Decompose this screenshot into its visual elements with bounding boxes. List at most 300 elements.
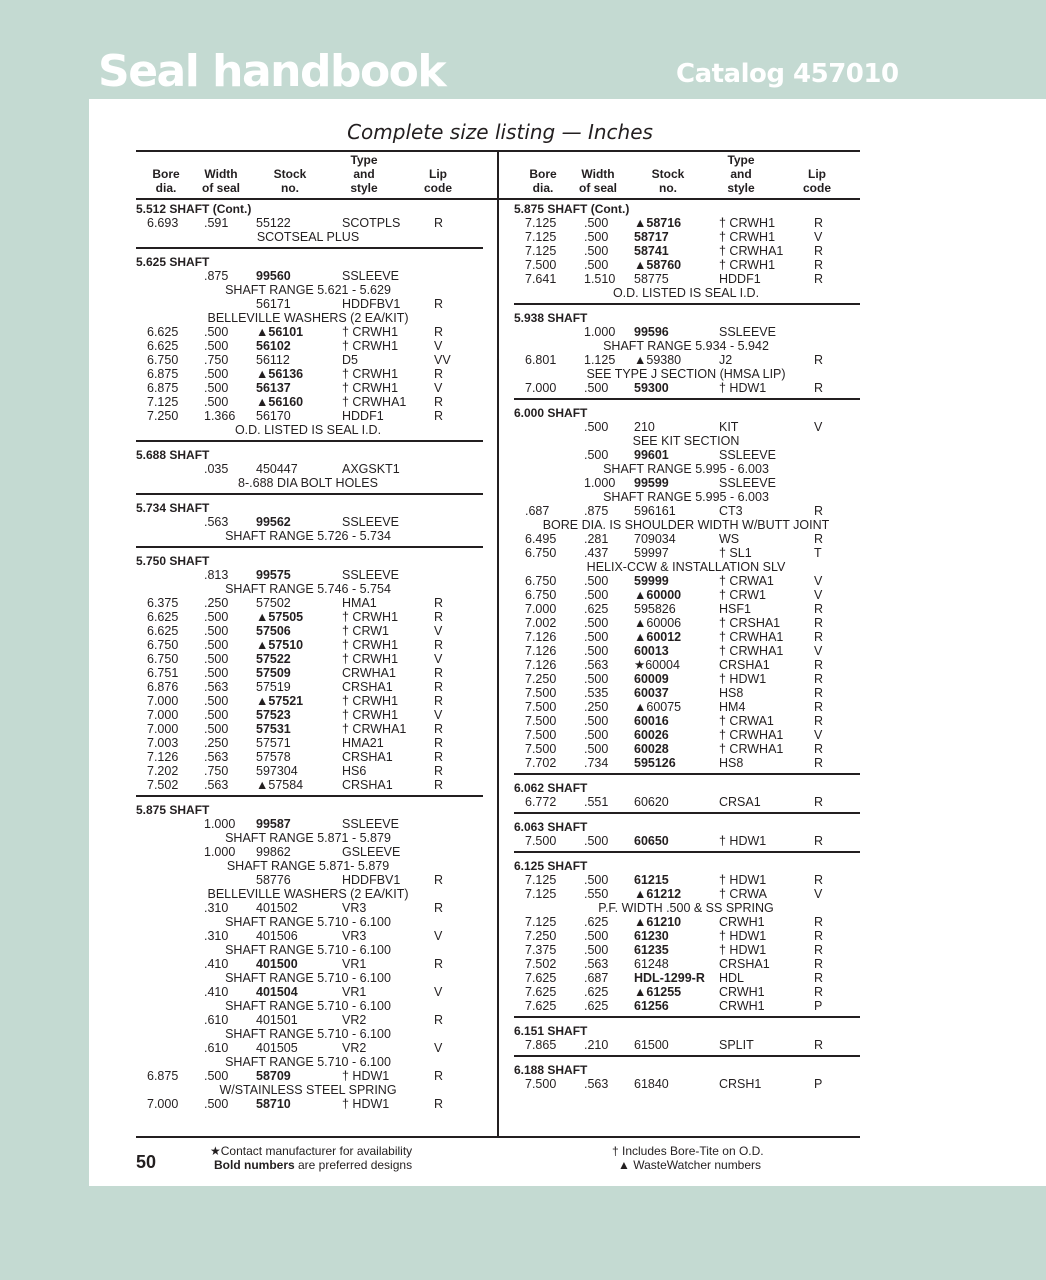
type-style-cell: CRWHA1 [342, 666, 396, 680]
row-note: 8-.688 DIA BOLT HOLES [238, 476, 378, 490]
stock-number-cell: 56171 [256, 297, 291, 311]
stock-number-cell: 56137 [256, 381, 291, 395]
type-style-cell: CRSHA1 [342, 750, 393, 764]
lip-code-cell: P [814, 1077, 823, 1091]
bore-cell: 7.125 [525, 915, 557, 929]
stock-number-cell: HDL-1299-R [634, 971, 705, 985]
lip-code-cell: R [434, 778, 444, 792]
section-title: 6.062 SHAFT [514, 781, 588, 795]
stock-number-cell: 60620 [634, 795, 669, 809]
header-type-line2: and [730, 167, 752, 181]
lip-code-cell: V [434, 624, 443, 638]
bore-cell: 7.125 [525, 244, 557, 258]
section-title: 6.151 SHAFT [514, 1024, 588, 1038]
header-width-line2: of seal [201, 181, 240, 195]
lip-code-cell: R [434, 764, 444, 778]
section-title: 5.875 SHAFT (Cont.) [514, 202, 630, 216]
lip-code-cell: R [814, 700, 824, 714]
bore-cell: 6.750 [147, 353, 179, 367]
bore-cell: 7.625 [525, 985, 557, 999]
type-style-cell: HMA1 [342, 596, 377, 610]
stock-number-cell: 58709 [256, 1069, 291, 1083]
header-width-line2: of seal [578, 181, 617, 195]
section-divider [136, 795, 483, 797]
type-style-cell: † CRWHA1 [719, 728, 784, 742]
catalog-number: Catalog 457010 [676, 59, 899, 89]
type-style-cell: † CRWH1 [342, 694, 399, 708]
stock-number-cell: 401500 [256, 957, 298, 971]
width-cell: .500 [584, 672, 609, 686]
type-style-cell: CRWH1 [719, 915, 765, 929]
type-style-cell: CRSHA1 [342, 680, 393, 694]
type-style-cell: † CRWH1 [719, 258, 776, 272]
stock-number-cell: 60037 [634, 686, 669, 700]
bore-cell: 7.125 [147, 395, 179, 409]
table-row [136, 297, 483, 311]
table-row [136, 957, 483, 971]
width-cell: .500 [204, 708, 229, 722]
lip-code-cell: R [434, 297, 444, 311]
stock-number-cell: 58717 [634, 230, 669, 244]
lip-code-cell: V [814, 728, 823, 742]
row-note: P.F. WIDTH .500 & SS SPRING [598, 901, 774, 915]
bore-cell: 7.500 [525, 714, 557, 728]
stock-number-cell: 99587 [256, 817, 291, 831]
header-width-line1: Width [581, 167, 615, 181]
lip-code-cell: R [814, 616, 824, 630]
table-row [514, 700, 860, 714]
type-style-cell: CRWH1 [719, 999, 765, 1013]
width-cell: .625 [584, 915, 609, 929]
row-note: O.D. LISTED IS SEAL I.D. [234, 423, 382, 437]
width-cell: .535 [584, 686, 609, 700]
lip-code-cell: R [814, 971, 824, 985]
type-style-cell: SSLEEVE [719, 476, 776, 490]
stock-number-cell: 99601 [634, 448, 669, 462]
table-row [136, 353, 483, 367]
width-cell: .500 [204, 666, 229, 680]
bold-numbers-note [214, 1158, 412, 1172]
type-style-cell: † CRWA1 [719, 574, 774, 588]
bore-cell: 7.000 [147, 1097, 179, 1111]
row-note: SHAFT RANGE 5.621 - 5.629 [225, 283, 391, 297]
row-note: SHAFT RANGE 5.710 - 6.100 [225, 943, 391, 957]
bore-cell: 7.250 [147, 409, 179, 423]
type-style-cell: VR3 [342, 929, 367, 943]
lip-code-cell: R [814, 532, 824, 546]
header-lip-line2: code [802, 181, 831, 195]
row-note: SCOTSEAL PLUS [256, 230, 360, 244]
lip-code-cell: R [434, 216, 444, 230]
type-style-cell: HS6 [342, 764, 367, 778]
bore-cell: 7.126 [147, 750, 179, 764]
type-style-cell: † HDW1 [719, 834, 767, 848]
bore-cell: 7.125 [525, 230, 557, 244]
section-divider [514, 303, 860, 305]
stock-number-cell: 61230 [634, 929, 669, 943]
stock-number-cell: 55122 [256, 216, 291, 230]
stock-number-cell: ▲59380 [634, 353, 682, 367]
type-style-cell: † CRWH1 [342, 708, 399, 722]
table-row [514, 325, 860, 339]
stock-number-cell: 58775 [634, 272, 669, 286]
header-type-line3: style [727, 181, 755, 195]
width-cell: .687 [584, 971, 609, 985]
lip-code-cell: R [814, 756, 824, 770]
lip-code-cell: R [814, 630, 824, 644]
width-cell: .500 [584, 728, 609, 742]
shaft-section [514, 398, 860, 770]
table-row [514, 728, 860, 742]
stock-number-cell: 595126 [634, 756, 676, 770]
width-cell: .500 [584, 630, 609, 644]
row-note: SHAFT RANGE 5.871- 5.879 [226, 859, 390, 873]
lip-code-cell: R [434, 367, 444, 381]
header-type [334, 153, 394, 195]
header-bore-line2: dia. [532, 181, 554, 195]
type-style-cell: CRSHA1 [719, 957, 770, 971]
type-style-cell: VR1 [342, 957, 367, 971]
type-style-cell: † HDW1 [719, 943, 767, 957]
header-bore-line1: Bore [152, 167, 180, 181]
width-cell: .563 [584, 957, 609, 971]
table-row [136, 652, 483, 666]
type-style-cell: CRWH1 [719, 985, 765, 999]
row-note: BELLEVILLE WASHERS (2 EA/KIT) [207, 887, 409, 901]
table-row [136, 367, 483, 381]
table-row [514, 381, 860, 395]
section-divider [514, 851, 860, 853]
bore-cell: .687 [525, 504, 550, 518]
table-row [514, 420, 860, 434]
table-row [514, 658, 860, 672]
header-bore-line1: Bore [529, 167, 557, 181]
stock-number-cell: 99596 [634, 325, 669, 339]
width-cell: .500 [204, 694, 229, 708]
lip-code-cell: V [434, 1041, 443, 1055]
stock-number-cell: 57502 [256, 596, 291, 610]
bore-cell: 7.865 [525, 1038, 557, 1052]
bore-cell: 7.000 [147, 708, 179, 722]
table-row [514, 244, 860, 258]
lip-code-cell: R [814, 258, 824, 272]
stock-number-cell: 401504 [256, 985, 298, 999]
bore-cell: 7.126 [525, 630, 557, 644]
type-style-cell: † CRWA [719, 887, 767, 901]
width-cell: 1.000 [204, 845, 236, 859]
lip-code-cell: R [814, 216, 824, 230]
type-style-cell: CRSA1 [719, 795, 761, 809]
shaft-section [514, 1055, 860, 1091]
table-row [514, 672, 860, 686]
type-style-cell: SSLEEVE [342, 515, 399, 529]
stock-number-cell: 596161 [634, 504, 676, 518]
bore-cell: 7.000 [147, 694, 179, 708]
type-style-cell: VR3 [342, 901, 367, 915]
stock-number-cell: ▲57510 [256, 638, 304, 652]
table-row [514, 272, 860, 286]
stock-number-cell: 401505 [256, 1041, 298, 1055]
width-cell: .563 [584, 1077, 609, 1091]
wastewatcher-note: ▲ WasteWatcher numbers [618, 1158, 762, 1172]
bore-cell: 7.641 [525, 272, 557, 286]
width-cell: .750 [204, 353, 229, 367]
type-style-cell: D5 [342, 353, 358, 367]
shaft-section [514, 1016, 860, 1052]
row-note: BORE DIA. IS SHOULDER WIDTH W/BUTT JOINT [542, 518, 830, 532]
stock-number-cell: 60028 [634, 742, 669, 756]
lip-code-cell: R [434, 957, 444, 971]
width-cell: .563 [204, 680, 229, 694]
table-row [514, 1077, 860, 1091]
table-row [136, 269, 483, 283]
bore-cell: 7.500 [525, 1077, 557, 1091]
lip-code-cell: R [814, 353, 824, 367]
table-row [136, 817, 483, 831]
stock-number-cell: 58741 [634, 244, 669, 258]
type-style-cell: † CRWHA1 [719, 630, 784, 644]
table-row [136, 985, 483, 999]
lip-code-cell: R [814, 742, 824, 756]
stock-number-cell: ▲57505 [256, 610, 304, 624]
section-divider [514, 1055, 860, 1057]
lip-code-cell: T [814, 546, 822, 560]
header-bore [136, 167, 196, 195]
type-style-cell: HS8 [719, 756, 744, 770]
row-note: SHAFT RANGE 5.995 - 6.003 [603, 490, 769, 504]
type-style-cell: CRSH1 [719, 1077, 762, 1091]
row-note: HELIX-CCW & INSTALLATION SLV [586, 560, 786, 574]
width-cell: .500 [204, 339, 229, 353]
bore-cell: 6.801 [525, 353, 557, 367]
width-cell: .500 [584, 714, 609, 728]
table-row [514, 1038, 860, 1052]
table-row [514, 795, 860, 809]
stock-number-cell: 57519 [256, 680, 291, 694]
table-row [514, 985, 860, 999]
shaft-section [514, 812, 860, 848]
table-row [136, 462, 483, 476]
handbook-title: Seal handbook [98, 46, 446, 97]
table-row [136, 1013, 483, 1027]
width-cell: .310 [204, 901, 229, 915]
lip-code-cell: R [814, 714, 824, 728]
lip-code-cell: R [434, 610, 444, 624]
stock-number-cell: 61840 [634, 1077, 669, 1091]
width-cell: .500 [204, 1069, 229, 1083]
table-row [136, 708, 483, 722]
stock-number-cell: 59999 [634, 574, 669, 588]
type-style-cell: † HDW1 [719, 672, 767, 686]
header-type [711, 153, 771, 195]
lip-code-cell: R [814, 1038, 824, 1052]
lip-code-cell: R [814, 929, 824, 943]
section-title: 5.875 SHAFT [136, 803, 210, 817]
lip-code-cell: R [814, 244, 824, 258]
type-style-cell: HMA21 [342, 736, 384, 750]
stock-number-cell: ▲56160 [256, 395, 304, 409]
bore-cell: 7.625 [525, 999, 557, 1013]
lip-code-cell: V [814, 574, 823, 588]
stock-number-cell: 60026 [634, 728, 669, 742]
bore-cell: 7.250 [525, 929, 557, 943]
bore-cell: 6.625 [147, 624, 179, 638]
width-cell: .625 [584, 985, 609, 999]
section-title: 5.688 SHAFT [136, 448, 210, 462]
lip-code-cell: R [814, 943, 824, 957]
right-column-headers [514, 153, 860, 197]
bore-cell: 7.500 [525, 686, 557, 700]
shaft-section [136, 546, 483, 792]
table-row [136, 339, 483, 353]
bore-cell: 6.625 [147, 610, 179, 624]
bore-cell: 7.125 [525, 887, 557, 901]
type-style-cell: † CRWHA1 [719, 742, 784, 756]
header-bore [513, 167, 573, 195]
section-divider [514, 398, 860, 400]
contact-note: ★Contact manufacturer for availability [210, 1144, 413, 1158]
table-row [136, 1097, 483, 1111]
row-note: SHAFT RANGE 5.871 - 5.879 [225, 831, 391, 845]
width-cell: .210 [584, 1038, 609, 1052]
type-style-cell: † HDW1 [719, 381, 767, 395]
width-cell: 1.000 [204, 817, 236, 831]
bore-cell: 7.375 [525, 943, 557, 957]
bore-cell: 6.751 [147, 666, 179, 680]
type-style-cell: † CRWA1 [719, 714, 774, 728]
stock-number-cell: 58710 [256, 1097, 291, 1111]
left-column-headers [136, 153, 483, 197]
bore-cell: 7.502 [147, 778, 179, 792]
bore-cell: 6.693 [147, 216, 179, 230]
type-style-cell: CRSHA1 [342, 778, 393, 792]
bore-cell: 7.000 [147, 722, 179, 736]
table-row [514, 588, 860, 602]
lip-code-cell: R [434, 736, 444, 750]
type-style-cell: † CRWHA1 [719, 244, 784, 258]
shaft-section [514, 851, 860, 1013]
header-type-line2: and [353, 167, 375, 181]
section-divider [514, 773, 860, 775]
row-note: SEE KIT SECTION [632, 434, 740, 448]
stock-number-cell: 61248 [634, 957, 669, 971]
width-cell: .563 [204, 750, 229, 764]
lip-code-cell: V [434, 381, 443, 395]
type-style-cell: HDDFBV1 [342, 297, 401, 311]
stock-number-cell: 401506 [256, 929, 298, 943]
type-style-cell: HDDF1 [342, 409, 384, 423]
type-style-cell: WS [719, 532, 740, 546]
table-row [514, 532, 860, 546]
header-width-line1: Width [204, 167, 238, 181]
width-cell: .500 [584, 244, 609, 258]
bore-cell: 7.126 [525, 644, 557, 658]
bore-cell: 7.625 [525, 971, 557, 985]
table-row [136, 381, 483, 395]
table-row [514, 834, 860, 848]
lip-code-cell: V [814, 230, 823, 244]
width-cell: .500 [204, 325, 229, 339]
lip-code-cell: R [814, 381, 824, 395]
type-style-cell: GSLEEVE [342, 845, 401, 859]
width-cell: .500 [584, 381, 609, 395]
section-title: 5.625 SHAFT [136, 255, 210, 269]
width-cell: .250 [204, 596, 229, 610]
stock-number-cell: 597304 [256, 764, 298, 778]
lip-code-cell: V [434, 929, 443, 943]
table-row [136, 325, 483, 339]
type-style-cell: HM4 [719, 700, 746, 714]
header-lip-line2: code [423, 181, 452, 195]
row-note: O.D. LISTED IS SEAL I.D. [612, 286, 760, 300]
lip-code-cell: R [434, 873, 444, 887]
bore-cell: 6.750 [525, 574, 557, 588]
type-style-cell: † CRWH1 [719, 230, 776, 244]
type-style-cell: CT3 [719, 504, 743, 518]
lip-code-cell: R [434, 409, 444, 423]
stock-number-cell: ▲60000 [634, 588, 682, 602]
stock-number-cell: 99575 [256, 568, 291, 582]
lip-code-cell: R [434, 1013, 444, 1027]
lip-code-cell: P [814, 999, 823, 1013]
width-cell: .563 [204, 778, 229, 792]
table-row [136, 680, 483, 694]
stock-number-cell: 59997 [634, 546, 669, 560]
bore-cell: 6.772 [525, 795, 557, 809]
table-row [136, 1069, 483, 1083]
width-cell: .500 [584, 834, 609, 848]
table-row [514, 929, 860, 943]
width-cell: .591 [204, 216, 229, 230]
header-stock-line2: no. [659, 181, 677, 195]
width-cell: 1.366 [204, 409, 236, 423]
bore-cell: 6.875 [147, 381, 179, 395]
stock-number-cell: 56112 [256, 353, 290, 367]
section-divider [136, 546, 483, 548]
bore-cell: 7.250 [525, 672, 557, 686]
table-row [514, 630, 860, 644]
header-width [191, 167, 251, 195]
type-style-cell: † SL1 [719, 546, 752, 560]
stock-number-cell: 61215 [634, 873, 669, 887]
bore-cell: 6.625 [147, 325, 179, 339]
stock-number-cell: 57531 [256, 722, 291, 736]
width-cell: .813 [204, 568, 229, 582]
lip-code-cell: R [814, 672, 824, 686]
width-cell: .875 [584, 504, 609, 518]
width-cell: .500 [204, 722, 229, 736]
bore-cell: 7.702 [525, 756, 557, 770]
width-cell: .310 [204, 929, 229, 943]
bore-cell: 6.625 [147, 339, 179, 353]
width-cell: 1.510 [584, 272, 616, 286]
stock-number-cell: ▲56101 [256, 325, 304, 339]
section-title: 6.063 SHAFT [514, 820, 588, 834]
width-cell: .500 [204, 1097, 229, 1111]
section-divider [514, 812, 860, 814]
lip-code-cell: V [814, 887, 823, 901]
stock-number-cell: 57523 [256, 708, 291, 722]
row-note: SHAFT RANGE 5.710 - 6.100 [225, 915, 391, 929]
width-cell: .625 [584, 602, 609, 616]
stock-number-cell: 56170 [256, 409, 291, 423]
shaft-section [136, 493, 483, 543]
bore-cell: 7.500 [525, 258, 557, 272]
row-note: SHAFT RANGE 5.934 - 5.942 [603, 339, 769, 353]
table-row [514, 504, 860, 518]
width-cell: .551 [584, 795, 609, 809]
stock-number-cell: 57522 [256, 652, 291, 666]
